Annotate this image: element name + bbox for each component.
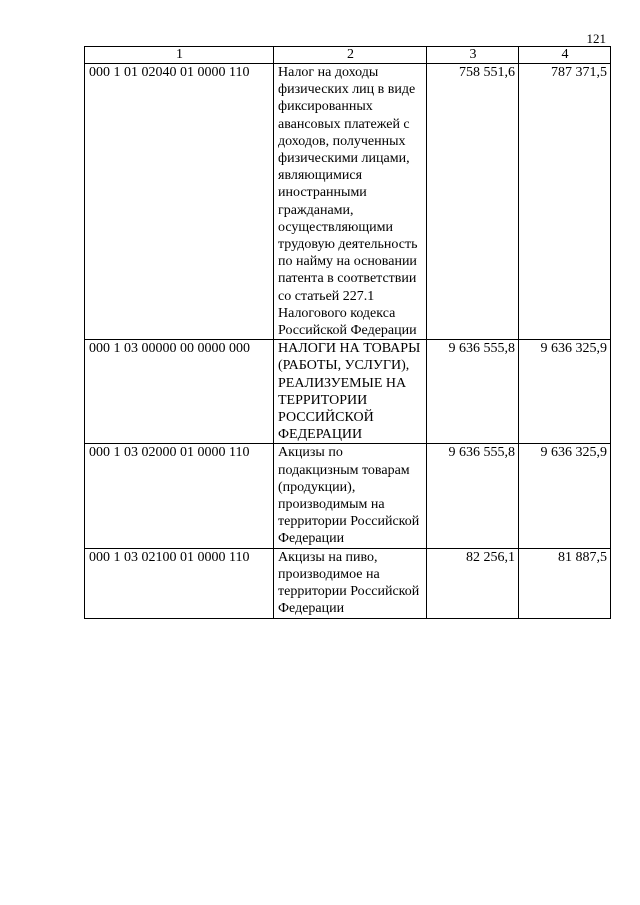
revenue-name: НАЛОГИ НА ТОВАРЫ (РАБОТЫ, УСЛУГИ), РЕАЛИЗУЕМЫЕ НА ТЕРРИТОРИИ РОССИЙСКОЙ ФЕДЕРАЦИИ <box>274 340 427 444</box>
table-row <box>85 340 611 444</box>
amount-column-4: 9 636 325,9 <box>519 340 611 444</box>
classification-code: 000 1 03 02100 01 0000 110 <box>85 548 274 618</box>
amount-column-4: 81 887,5 <box>519 548 611 618</box>
table-row <box>85 444 611 548</box>
table-header-row <box>85 47 611 64</box>
table-row <box>85 64 611 340</box>
revenue-name: Налог на доходы физических лиц в виде фиксированных авансовых платежей с доходов, полученных физическими лицами, являющимися иностранными гражданами, осуществляющими трудовую деятельность по найму на основании патента в соответствии со статьей 227.1 Налогового кодекса Российской Федерации <box>274 64 427 340</box>
page-number: 121 <box>586 31 606 46</box>
classification-code: 000 1 03 00000 00 0000 000 <box>85 340 274 444</box>
amount-column-3: 758 551,6 <box>427 64 519 340</box>
column-header-2: 2 <box>274 47 427 64</box>
column-header-1: 1 <box>85 47 274 64</box>
amount-column-3: 9 636 555,8 <box>427 340 519 444</box>
amount-column-3: 82 256,1 <box>427 548 519 618</box>
revenue-name: Акцизы на пиво, производимое на территории Российской Федерации <box>274 548 427 618</box>
revenue-name: Акцизы по подакцизным товарам (продукции), производимым на территории Российской Федерации <box>274 444 427 548</box>
amount-column-4: 787 371,5 <box>519 64 611 340</box>
amount-column-3: 9 636 555,8 <box>427 444 519 548</box>
column-header-4: 4 <box>519 47 611 64</box>
amount-column-4: 9 636 325,9 <box>519 444 611 548</box>
column-header-3: 3 <box>427 47 519 64</box>
classification-code: 000 1 01 02040 01 0000 110 <box>85 64 274 340</box>
budget-revenue-table <box>84 46 611 619</box>
table-row <box>85 548 611 618</box>
classification-code: 000 1 03 02000 01 0000 110 <box>85 444 274 548</box>
